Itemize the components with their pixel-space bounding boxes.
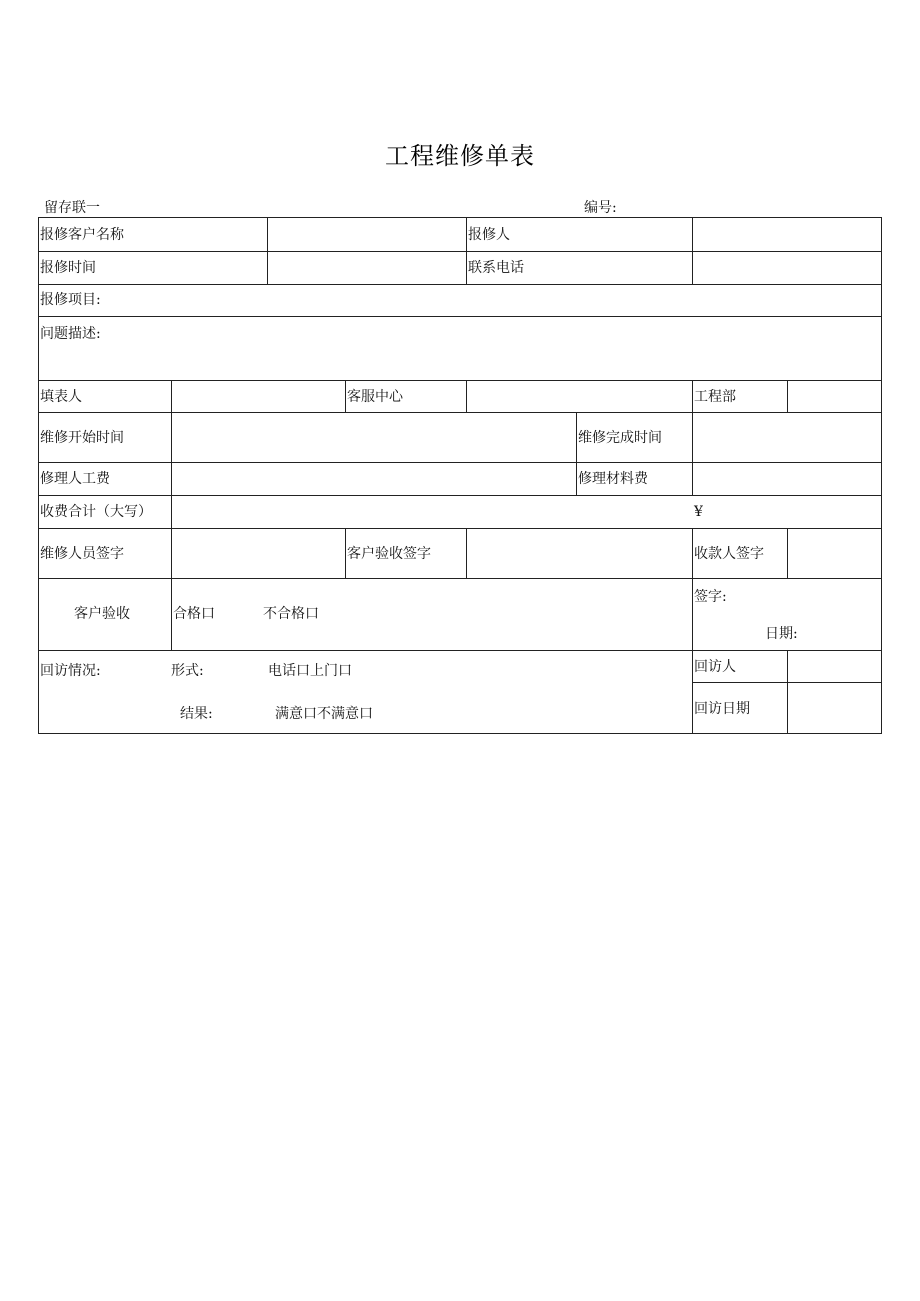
labor-fee-label: 修理人工费 bbox=[40, 471, 110, 487]
customer-name-label: 报修客户名称 bbox=[40, 227, 124, 243]
end-time-label: 维修完成时间 bbox=[578, 430, 662, 446]
visitor-label: 回访人 bbox=[694, 659, 736, 675]
result-options: 满意口不满意口 bbox=[275, 706, 373, 722]
date-label: 日期: bbox=[765, 626, 798, 642]
repair-item-label: 报修项目: bbox=[40, 292, 101, 308]
problem-desc-label: 问题描述: bbox=[40, 326, 101, 342]
reporter-label: 报修人 bbox=[468, 227, 510, 243]
start-time-label: 维修开始时间 bbox=[40, 430, 124, 446]
form-options: 电话口上门口 bbox=[268, 663, 352, 679]
phone-label: 联系电话 bbox=[468, 260, 524, 276]
visit-status-label: 回访情况: bbox=[40, 663, 101, 679]
repairer-sign-label: 维修人员签字 bbox=[40, 546, 124, 562]
currency-symbol: ¥ bbox=[694, 504, 703, 520]
customer-accept-sign-label: 客户验收签字 bbox=[347, 546, 431, 562]
filler-label: 填表人 bbox=[40, 389, 82, 405]
pass-option: 合格口 bbox=[173, 606, 215, 622]
payee-sign-label: 收款人签字 bbox=[694, 546, 764, 562]
number-label: 编号: bbox=[584, 200, 617, 216]
page-title: 工程维修单表 bbox=[385, 142, 535, 170]
signature-label: 签字: bbox=[694, 589, 727, 605]
fail-option: 不合格口 bbox=[263, 606, 319, 622]
engineering-dept-label: 工程部 bbox=[694, 389, 736, 405]
total-fee-label: 收费合计（大写） bbox=[40, 504, 152, 520]
copy-label: 留存联一 bbox=[44, 200, 100, 216]
visit-date-label: 回访日期 bbox=[694, 701, 750, 717]
customer-accept-label: 客户验收 bbox=[74, 606, 130, 622]
service-center-label: 客服中心 bbox=[347, 389, 403, 405]
report-time-label: 报修时间 bbox=[40, 260, 96, 276]
form-label: 形式: bbox=[171, 663, 204, 679]
result-label: 结果: bbox=[180, 706, 213, 722]
material-fee-label: 修理材料费 bbox=[578, 471, 648, 487]
